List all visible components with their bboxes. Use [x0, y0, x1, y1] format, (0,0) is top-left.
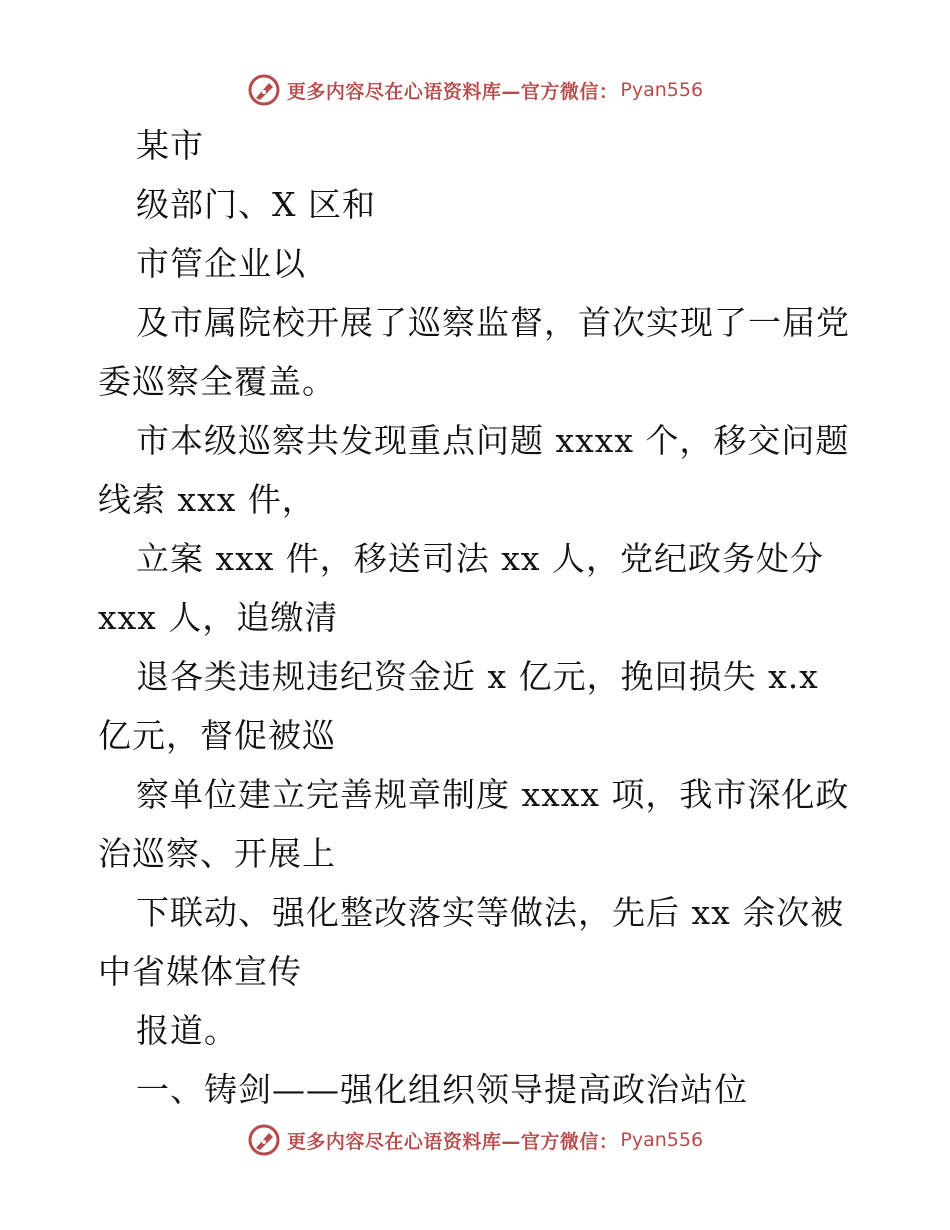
header-banner	[0, 70, 950, 110]
banner-text: 更多内容尽在心语资料库—官方微信：	[286, 1130, 619, 1153]
text-line: 中省媒体宣传	[98, 952, 302, 991]
text-line: 立案 xxx 件，移送司法 xx 人，党纪政务处分	[136, 539, 825, 578]
text-line: 及市属院校开展了巡察监督，首次实现了一届党	[136, 303, 850, 342]
text-line: 察单位建立完善规章制度 xxxx 项，我市深化政	[136, 775, 850, 814]
text-line: 退各类违规违纪资金近 x 亿元，挽回损失 x.x	[136, 657, 819, 696]
text-line: 治巡察、开展上	[98, 834, 336, 873]
text-line: 某市	[136, 126, 204, 165]
text-line: 级部门、X 区和	[136, 185, 376, 224]
text-line: 下联动、强化整改落实等做法，先后 xx 余次被	[136, 893, 845, 932]
section-heading: 一、铸剑——强化组织领导提高政治站位	[136, 1070, 748, 1109]
wechat-id: Pyan556	[620, 79, 704, 101]
document-body	[98, 116, 854, 1119]
pen-nib-logo-icon	[247, 73, 281, 107]
text-line: 委巡察全覆盖。	[98, 362, 336, 401]
text-line: 亿元，督促被巡	[98, 716, 336, 755]
footer-banner	[0, 1120, 950, 1160]
text-line: 线索 xxx 件，	[98, 480, 316, 519]
text-line: 市本级巡察共发现重点问题 xxxx 个，移交问题	[136, 421, 850, 460]
text-line: 市管企业以	[136, 244, 306, 283]
pen-nib-logo-icon	[247, 1123, 281, 1157]
text-line: xxx 人，追缴清	[98, 598, 339, 637]
text-line: 报道。	[136, 1011, 238, 1050]
wechat-id: Pyan556	[620, 1129, 704, 1151]
banner-text: 更多内容尽在心语资料库—官方微信：	[286, 80, 619, 103]
